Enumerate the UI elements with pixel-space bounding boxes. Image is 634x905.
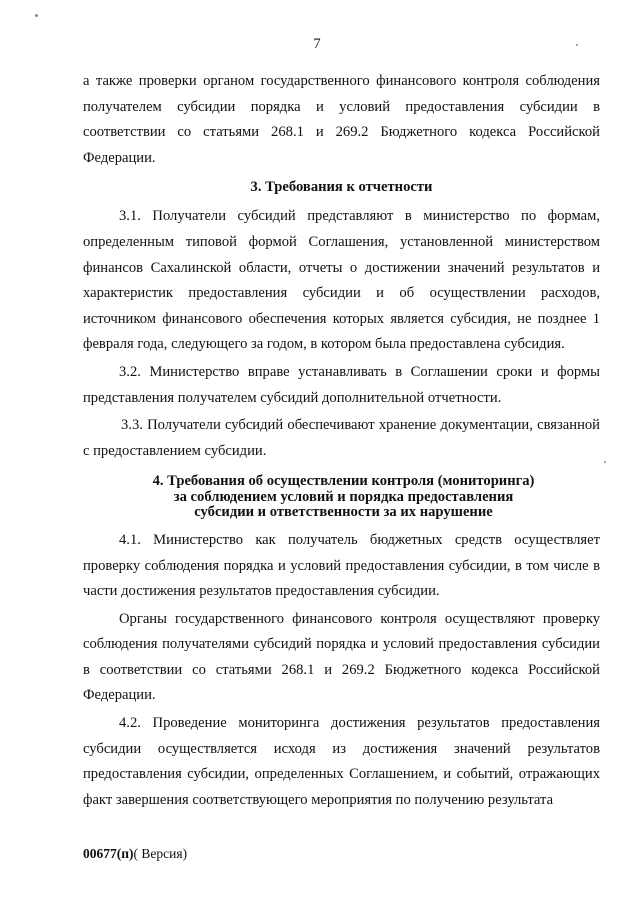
document-footer	[83, 846, 187, 862]
section-4-heading-line-3: субсидии и ответственности за их нарушение	[194, 503, 493, 520]
paragraph-3-2: 3.2. Министерство вправе устанавливать в Соглашении сроки и формы представления получателем субсидий дополнительной отчетности.	[83, 363, 600, 406]
paragraph-4-2: 4.2. Проведение мониторинга достижения результатов предоставления субсидии осуществляется исходя из достижения значений результатов предоставления субсидии, определенных Соглашением, и событий, отражающих факт завершения соответствующего мероприятия по получению результата	[83, 715, 600, 808]
document-version: ( Версия)	[133, 846, 188, 861]
paragraph-4-1: 4.1. Министерство как получатель бюджетных средств осуществляет проверку соблюдения порядка и условий предоставления субсидии, в том числе в части достижения результатов предоставления субсидии.	[83, 531, 600, 600]
section-3-heading: 3. Требования к отчетности	[250, 179, 433, 196]
section-4-heading	[83, 474, 600, 520]
paragraph-3-1: 3.1. Получатели субсидий представляют в министерство по формам, определенным типовой формой Соглашения, установленной министерством финансов Сахалинской области, отчеты о достижении значений результатов и характеристик предоставления субсидии и об осуществлении расходов, источником финансового обеспечения которых является субсидия, не позднее 1 февраля года, следующего за годом, в котором была предоставлена субсидия.	[83, 208, 600, 353]
paragraph-3-3: 3.3. Получатели субсидий обеспечивают хранение документации, связанной с предоставлением субсидии.	[83, 417, 600, 459]
document-code: 00677(п)	[83, 846, 134, 861]
scan-speck	[604, 461, 606, 463]
paragraph-4-1-continued: Органы государственного финансового контроля осуществляют проверку соблюдения получателями субсидий порядка и условий предоставления субсидии в соответствии со статьями 268.1 и 269.2 Бюджетного кодекса Российской Федерации.	[83, 610, 600, 704]
page-number: 7	[313, 36, 321, 52]
paragraph-intro: а также проверки органом государственного финансового контроля соблюдения получателем субсидии порядка и условий предоставления субсидии в соответствии со статьями 268.1 и 269.2 Бюджетного кодекса Российской Федерации.	[83, 73, 600, 166]
document-body	[83, 69, 600, 813]
section-4-heading-line-2: за соблюдением условий и порядка предоставления	[173, 488, 514, 505]
scan-speck	[35, 14, 38, 17]
section-4-heading-line-1: 4. Требования об осуществлении контроля (мониторинга)	[152, 473, 535, 490]
